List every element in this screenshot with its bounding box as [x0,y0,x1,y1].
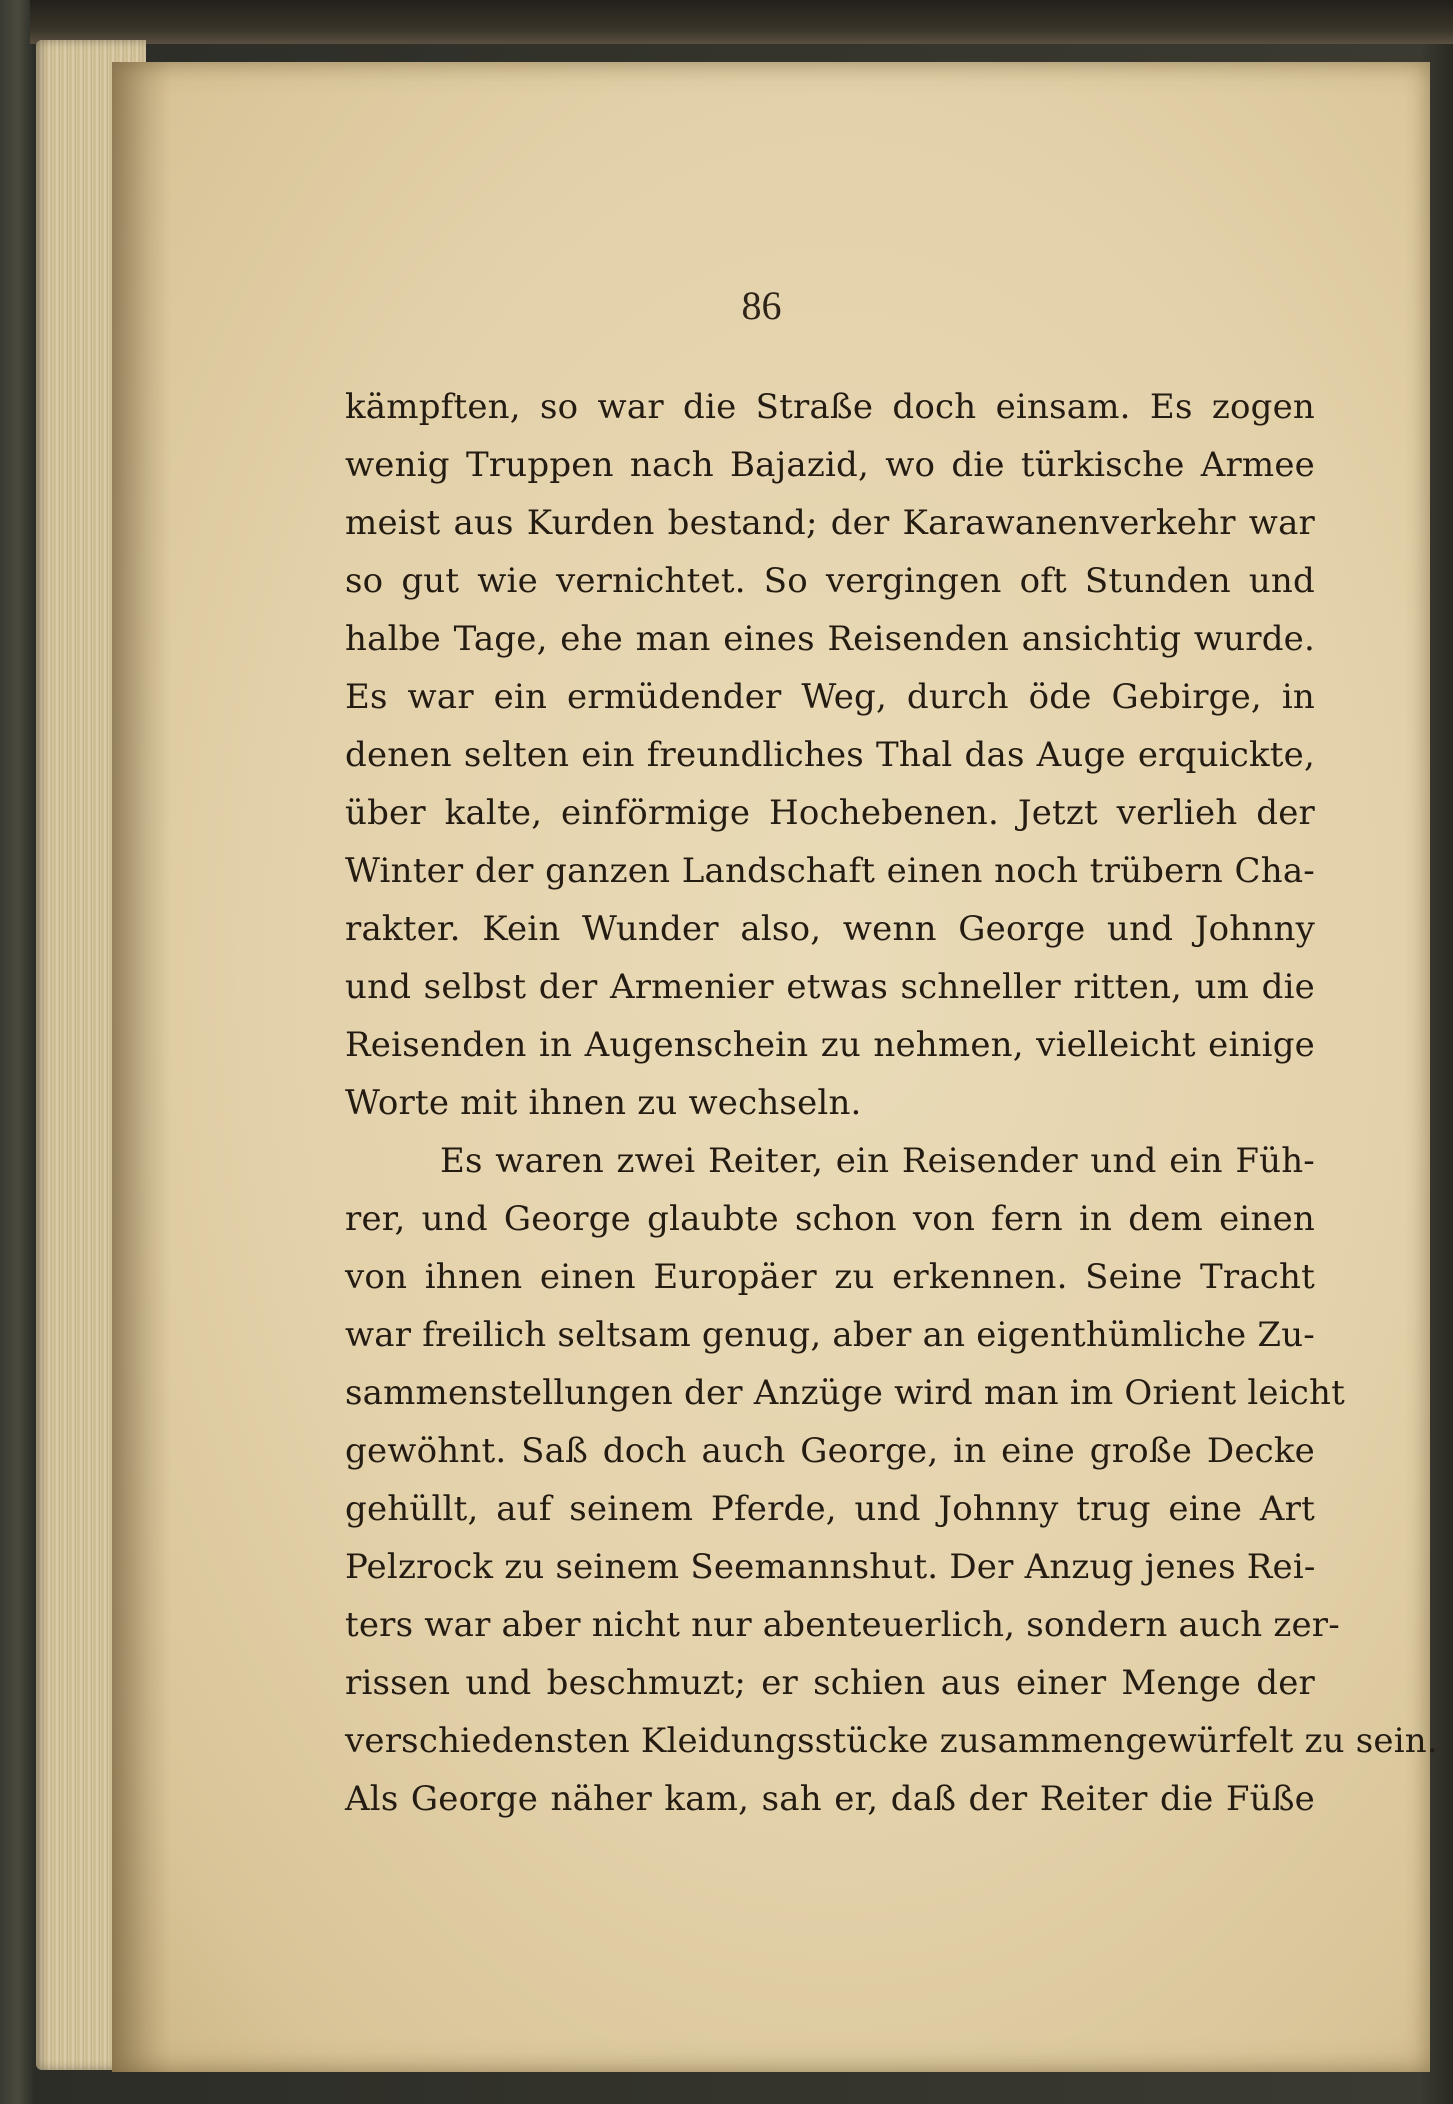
text-line: war freilich seltsam genug, aber an eigenthümliche Zu- [345,1315,1315,1355]
text-line: und selbst der Armenier etwas schneller ritten, um die [345,967,1315,1007]
text-line: kämpften, so war die Straße doch einsam. Es zogen [345,387,1315,427]
paragraph-1 [345,378,1315,1132]
text-line: Pelzrock zu seinem Seemannshut. Der Anzug jenes Rei- [345,1547,1316,1587]
text-line: rer, und George glaubte schon von fern in dem einen [345,1199,1315,1239]
text-line: über kalte, einförmige Hochebenen. Jetzt verlieh der [345,793,1315,833]
text-line: wenig Truppen nach Bajazid, wo die türkische Armee [345,445,1315,485]
text-line: denen selten ein freundliches Thal das Auge erquickte, [345,735,1315,775]
book-top-edge [30,0,1453,44]
text-line: ters war aber nicht nur abenteuerlich, sondern auch zer- [345,1605,1340,1645]
paragraph-2 [345,1132,1438,1828]
text-line: rissen und beschmuzt; er schien aus einer Menge der [345,1663,1315,1703]
page-number: 86 [741,283,782,328]
text-line: halbe Tage, ehe man eines Reisenden ansichtig wurde. [345,619,1315,659]
text-line: sammenstellungen der Anzüge wird man im Orient leicht [345,1373,1345,1413]
text-line: so gut wie vernichtet. So vergingen oft Stunden und [345,561,1315,601]
text-line: Winter der ganzen Landschaft einen noch trübern Cha- [345,851,1315,891]
text-line: Es war ein ermüdender Weg, durch öde Gebirge, in [345,677,1315,717]
text-line: gehüllt, auf seinem Pferde, und Johnny trug eine Art [345,1489,1315,1529]
text-line: Es waren zwei Reiter, ein Reisender und ein Füh- [440,1141,1315,1181]
text-line: meist aus Kurden bestand; der Karawanenverkehr war [345,503,1315,543]
text-line: Worte mit ihnen zu wechseln. [345,1083,862,1123]
text-line: gewöhnt. Saß doch auch George, in eine große Decke [345,1431,1315,1471]
text-line: von ihnen einen Europäer zu erkennen. Seine Tracht [345,1257,1315,1297]
text-line: Reisenden in Augenschein zu nehmen, vielleicht einige [345,1025,1315,1065]
body-text [345,378,1438,1828]
text-line: verschiedensten Kleidungsstücke zusammengewürfelt zu sein. [345,1721,1438,1761]
text-line: rakter. Kein Wunder also, wenn George und Johnny [345,909,1315,949]
text-line: Als George näher kam, sah er, daß der Reiter die Füße [345,1779,1315,1819]
